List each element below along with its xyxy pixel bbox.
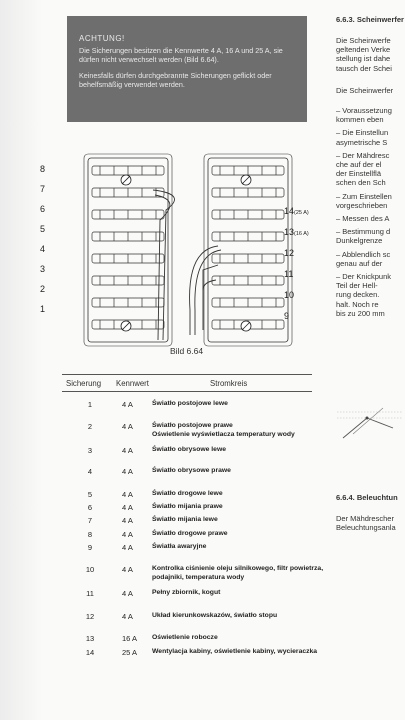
right-text-line: stellung ist dahe — [336, 54, 391, 64]
circuit-line: Światło mijania lewe — [152, 516, 218, 523]
circuit-description — [152, 467, 327, 476]
fuse-label-left: 1 — [40, 304, 46, 314]
right-bullet-line: Dunkelgrenze — [336, 236, 383, 246]
table-top-rule — [62, 374, 312, 375]
fuse-label-left: 7 — [40, 184, 46, 194]
warning-box — [67, 16, 307, 122]
fuse-rating: 4 A — [122, 530, 133, 539]
circuit-description — [152, 612, 327, 621]
right-text-block-a — [336, 36, 405, 73]
fuse-number: 6 — [87, 503, 93, 512]
right-bullet-item — [336, 128, 405, 146]
right-bullet-line: der Einstellflä — [336, 169, 382, 179]
circuit-description — [152, 503, 327, 512]
circuit-description — [152, 634, 327, 643]
fuse-label-right — [284, 290, 294, 300]
right-bullet-line: schen den Sch — [336, 178, 386, 188]
fuse-number: 14 — [85, 648, 95, 657]
figure-caption: Bild 6.64 — [170, 346, 204, 356]
right-bullet-line: rung decken. — [336, 290, 380, 300]
fuse-number: 1 — [87, 400, 93, 409]
fuse-number: 9 — [87, 543, 93, 552]
circuit-line: Wentylacja kabiny, oświetlenie kabiny, wycieraczka — [152, 648, 318, 655]
fuse-label-right — [284, 248, 294, 258]
fuse-number: 13 — [85, 634, 95, 643]
right-bullet-item — [336, 151, 405, 188]
right-bullet-line: kommen eben — [336, 115, 384, 125]
fuse-rating: 4 A — [122, 516, 133, 525]
right-text-line: Beleuchtungsanla — [336, 523, 396, 533]
circuit-line: podajniki, temperatura wody — [152, 573, 245, 581]
circuit-line: Kontrolka ciśnienie oleju silnikowego, filtr powietrza, — [152, 565, 324, 572]
fuse-label-left: 6 — [40, 204, 46, 214]
right-bullet-line: – Abblendlich sc — [336, 249, 391, 259]
right-bullet-item — [336, 214, 405, 223]
right-bullet-line: genau auf der — [336, 258, 383, 268]
fuse-label-left: 3 — [40, 264, 46, 274]
fuse-rating: 4 A — [122, 589, 133, 598]
fuse-rating: 4 A — [122, 543, 133, 552]
fuse-rating: 16 A — [122, 634, 138, 643]
fuse-label-rating: (25 A) — [294, 210, 309, 216]
right-bullet-line: – Voraussetzung — [336, 106, 392, 115]
fuse-label-number: 12 — [284, 248, 295, 258]
right-text-block-c — [336, 514, 405, 532]
circuit-description — [152, 516, 327, 525]
section-heading-664: 6.6.4. Beleuchtun — [336, 493, 398, 502]
section-heading-663: 6.6.3. Scheinwerfer — [336, 15, 404, 24]
fuse-number: 4 — [87, 467, 93, 476]
circuit-line: Układ kierunkowskazów, światło stopu — [152, 612, 278, 619]
fuse-rating: 4 A — [122, 446, 133, 455]
circuit-line: Światło obrysowe lewe — [152, 446, 227, 453]
fuse-label-number: 9 — [284, 311, 290, 321]
fuse-number: 2 — [87, 422, 93, 431]
circuit-description — [152, 543, 327, 552]
circuit-description — [152, 589, 327, 598]
right-bullet-item — [336, 106, 405, 124]
table-header-fuse: Sicherung — [66, 379, 102, 388]
warning-paragraph-2: Keinesfalls dürfen durchgebrannte Sicherungen geflickt oder behelfsmäßig verwendet werden. — [79, 70, 272, 90]
right-bullet-line: – Bestimmung d — [336, 227, 391, 237]
circuit-line: Oświetlenie wyświetlacza temperatury wody — [152, 430, 295, 438]
table-header-rule — [62, 391, 312, 392]
right-text-line: Der Mähdrescher — [336, 514, 394, 523]
fuse-number: 10 — [85, 565, 95, 574]
fuse-number: 7 — [87, 516, 93, 525]
right-bullet-line: halt. Noch re — [336, 299, 379, 309]
fuse-label-left: 5 — [40, 224, 46, 234]
right-bullet-line: asymetrische S — [336, 137, 388, 147]
right-bullet-item — [336, 272, 405, 318]
fuse-rating: 25 A — [122, 648, 138, 657]
fuse-number: 12 — [85, 612, 95, 621]
right-bullet-line: – Messen des A — [336, 214, 390, 224]
right-text-line: Die Scheinwerfer — [336, 86, 394, 95]
fuse-rating: 4 A — [122, 565, 133, 574]
right-bullet-list — [336, 106, 405, 322]
fuse-number: 3 — [87, 446, 93, 455]
fuse-rating: 4 A — [122, 612, 133, 621]
circuit-description — [152, 530, 327, 539]
circuit-line: Światło postojowe prawe — [152, 422, 233, 429]
circuit-line: Oświetlenie robocze — [152, 634, 218, 641]
warning-paragraph-1: Die Sicherungen besitzen die Kennwerte 4 A, 16 A und 25 A, sie dürfen nicht verwechselt werden (Bild 6.64). — [79, 45, 283, 65]
fuse-rating: 4 A — [122, 490, 133, 499]
circuit-line: Pełny zbiornik, kogut — [152, 589, 221, 596]
fuse-label-right — [284, 227, 309, 237]
fuse-rating: 4 A — [122, 467, 133, 476]
right-bullet-item — [336, 250, 405, 268]
fuse-rating: 4 A — [122, 400, 133, 409]
headlight-sketch — [333, 398, 405, 458]
right-text-line: Die Scheinwerfe — [336, 36, 391, 45]
fuse-label-left: 4 — [40, 244, 46, 254]
fuse-label-left: 8 — [40, 164, 46, 174]
fuse-label-number: 14 — [284, 206, 295, 216]
fuse-label-left: 2 — [40, 284, 46, 294]
circuit-line: Światło drogowe lewe — [152, 490, 223, 497]
circuit-description — [152, 565, 327, 582]
fuse-label-right — [284, 269, 293, 279]
right-bullet-line: che auf der el — [336, 160, 382, 170]
table-header-circuit: Stromkreis — [210, 379, 248, 388]
right-text-line: geltenden Verke — [336, 45, 391, 55]
circuit-line: Światło postojowe lewe — [152, 400, 228, 407]
fuse-rating: 4 A — [122, 422, 133, 431]
fuse-label-right — [284, 311, 289, 321]
fuse-label-number: 13 — [284, 227, 295, 237]
right-bullet-line: bis zu 200 mm — [336, 308, 385, 318]
fuse-label-right — [284, 206, 309, 216]
right-bullet-line: – Der Knickpunk — [336, 272, 392, 282]
circuit-description — [152, 422, 327, 439]
right-bullet-line: vorgeschrieben — [336, 200, 388, 210]
circuit-line: Światło drogowe prawe — [152, 530, 228, 537]
fuse-number: 8 — [87, 530, 93, 539]
right-bullet-line: – Die Einstellun — [336, 128, 389, 138]
right-text-line: tausch der Schei — [336, 63, 392, 73]
fuse-rating: 4 A — [122, 503, 133, 512]
fuse-label-number: 11 — [284, 269, 294, 279]
fuse-label-rating: (16 A) — [294, 231, 309, 237]
circuit-description — [152, 446, 327, 455]
fuse-label-number: 10 — [284, 290, 295, 300]
circuit-line: Światła awaryjne — [152, 543, 207, 550]
table-header-rating: Kennwert — [116, 379, 149, 388]
right-bullet-item — [336, 192, 405, 210]
circuit-description — [152, 490, 327, 499]
right-bullet-line: – Der Mähdresc — [336, 150, 390, 160]
right-bullet-line: Teil der Hell- — [336, 281, 378, 291]
right-text-block-b — [336, 86, 405, 95]
fuse-number: 5 — [87, 490, 93, 499]
right-bullet-item — [336, 227, 405, 245]
circuit-description — [152, 400, 327, 409]
warning-title: ACHTUNG! — [79, 34, 125, 43]
circuit-line: Światło mijania prawe — [152, 503, 223, 510]
fuse-number: 11 — [86, 589, 94, 598]
circuit-line: Światło obrysowe prawe — [152, 467, 231, 474]
page-shadow — [0, 0, 42, 720]
circuit-description — [152, 648, 327, 657]
right-bullet-line: – Zum Einstellen — [336, 191, 392, 201]
